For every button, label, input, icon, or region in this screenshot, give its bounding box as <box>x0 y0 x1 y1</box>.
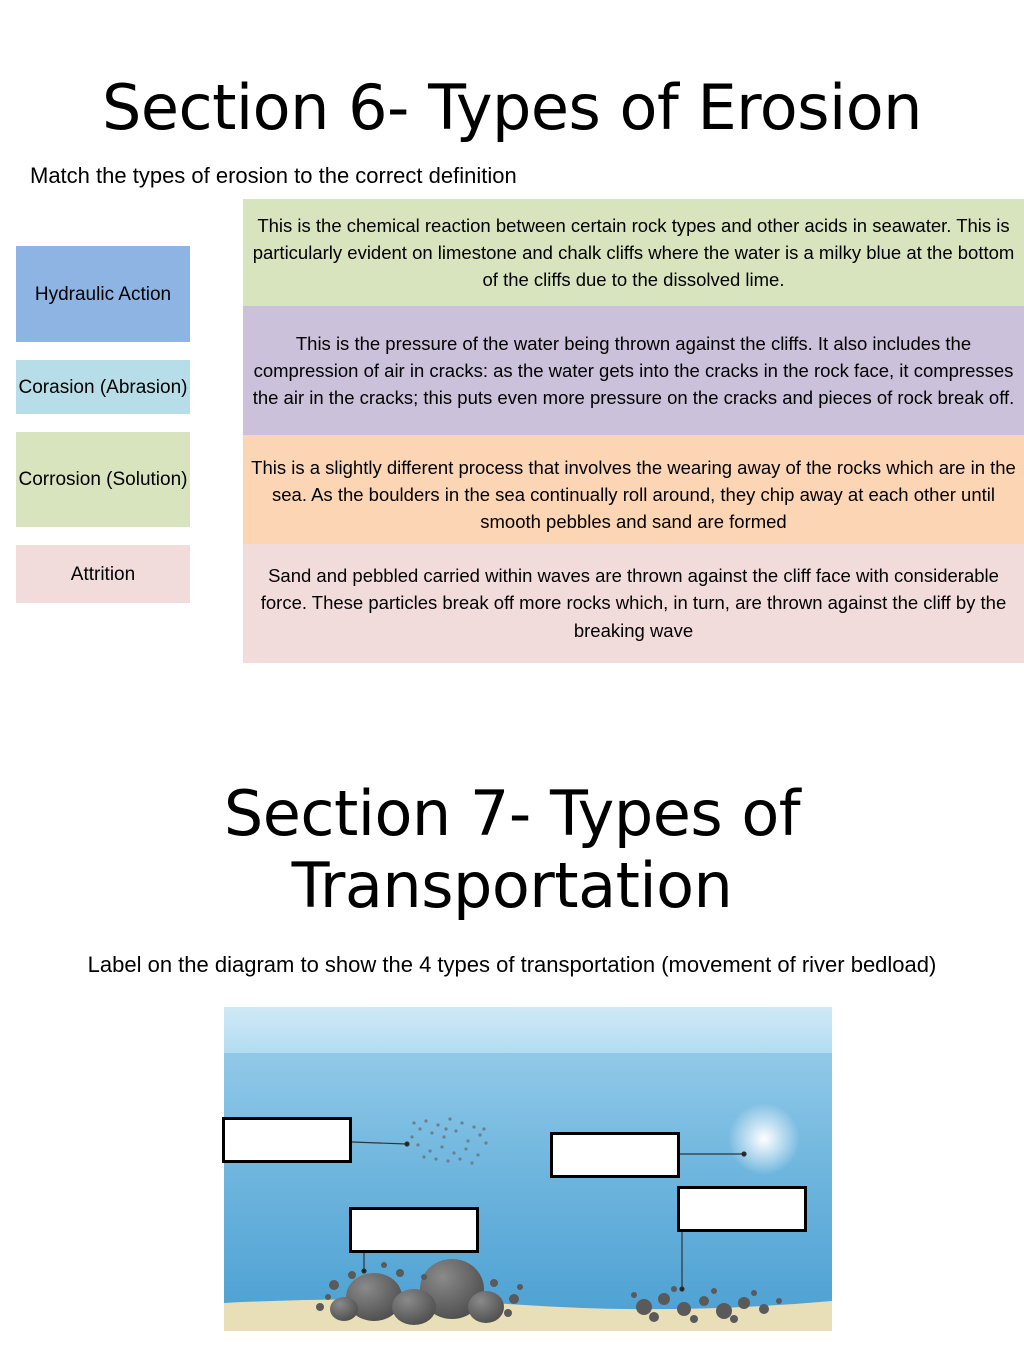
section7-instruction: Label on the diagram to show the 4 types of transportation (movement of river bedload) <box>87 952 937 977</box>
label-box-2[interactable] <box>550 1132 680 1178</box>
definition-3[interactable]: This is a slightly different process that involves the wearing away of the rocks which are in the sea. As the boulders in the sea continually roll around, they chip away at each other until smooth pebbles and sand are formed <box>243 435 1024 544</box>
river-bed-illustration <box>224 1007 832 1331</box>
definition-1[interactable]: This is the chemical reaction between certain rock types and other acids in seawater. This is particularly evident on limestone and chalk cliffs where the water is a milky blue at the bottom of the cliffs due to the dissolved lime. <box>243 199 1024 306</box>
section6-instruction: Match the types of erosion to the correct definition <box>30 163 517 188</box>
label-box-3[interactable] <box>349 1207 479 1253</box>
bubble-glow <box>728 1103 800 1175</box>
label-box-1[interactable] <box>222 1117 352 1163</box>
label-box-4[interactable] <box>677 1186 807 1232</box>
term-corrosion[interactable]: Corrosion (Solution) <box>16 432 190 527</box>
section6-title: Section 6- Types of Erosion <box>102 71 922 144</box>
definition-4[interactable]: Sand and pebbled carried within waves are thrown against the cliff face with considerable force. These particles break off more rocks which, in turn, are thrown against the cliff by the breaking wave <box>243 544 1024 663</box>
term-attrition[interactable]: Attrition <box>16 545 190 603</box>
section7-title-line1: Section 7- Types of <box>223 777 801 850</box>
definition-2[interactable]: This is the pressure of the water being thrown against the cliffs. It also includes the compression of air in cracks: as the water gets into the cracks in the rock face, it compresses the air in the cracks; this puts even more pressure on the cracks and pieces of rock break off. <box>243 306 1024 435</box>
term-hydraulic-action[interactable]: Hydraulic Action <box>16 246 190 342</box>
transportation-diagram <box>224 1007 832 1331</box>
section7-title-line2: Transportation <box>291 849 733 922</box>
term-corasion[interactable]: Corasion (Abrasion) <box>16 360 190 414</box>
